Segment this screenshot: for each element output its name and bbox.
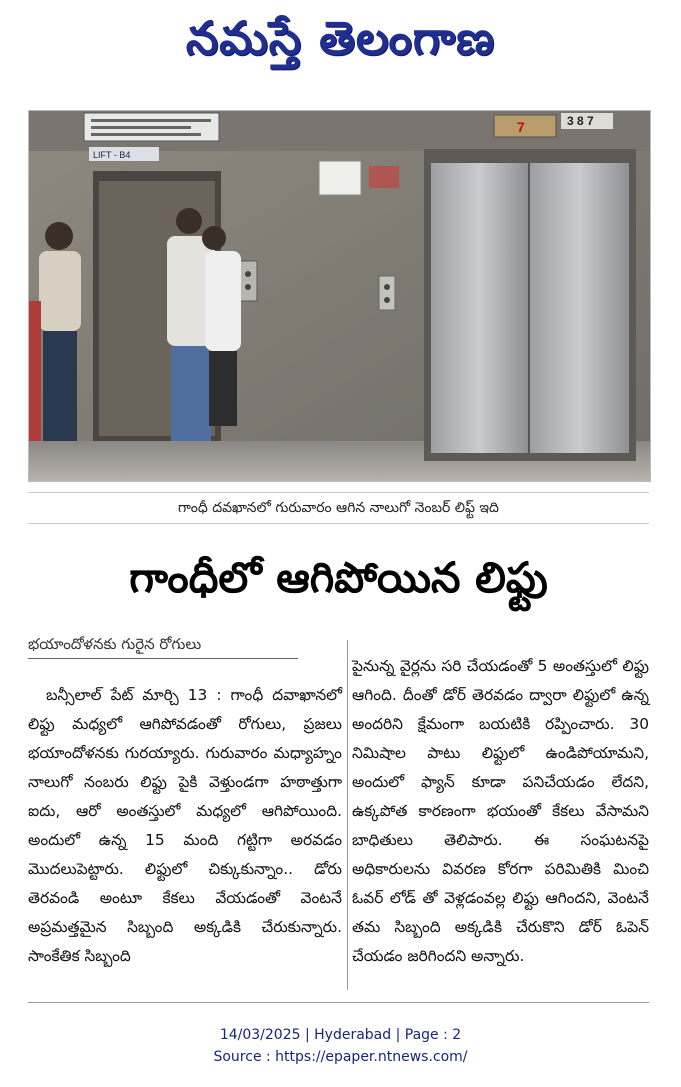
footer-date-location: 14/03/2025 | Hyderabad | Page : 2 <box>219 1027 462 1043</box>
article-column-right: పైనున్న వైర్లను సరి చేయడంతో 5 అంతస్తులో లిఫ్టు ఆగింది. దీంతో డోర్ తెరవడం ద్వారా లిఫ్టులో ఉన్న అందరిని క్షేమంగా బయటికి రప్పించారు. 30 నిమిషాల పాటు లిఫ్టులో ఉండిపోయామని, అందులో ఫ్యాన్ కూడా పనిచేయడం లేదని, ఉక్కపోత కారణంగా భయంతో కేకలు వేసామని బాధితులు తెలిపారు. ఈ సంఘటనపై అధికారులను వివరణ కోరగా పరిమితికి మించి ఓవర్ లోడ్ తో వెళ్లడంవల్ల లిఫ్టు ఆగిందని, వెంటనే తమ సిబ్బంది అక్కడికి చేరుకొని డోర్ ఓపెన్ చేయడం జరిగిందని అన్నారు. <box>352 657 649 965</box>
subheadline: భయాందోళనకు గురైన రోగులు <box>28 632 298 659</box>
caption-top-rule <box>28 492 649 493</box>
headline: గాంధీలో ఆగిపోయిన లిఫ్టు <box>129 553 548 602</box>
floor-indicator-text: 7 <box>517 119 525 135</box>
lift-photo <box>28 110 651 482</box>
article-column-left: బన్సీలాల్ పేట్ మార్చి 13 : గాంధీ దవాఖానలో లిఫ్టు మధ్యలో ఆగిపోవడంతో రోగులు, ప్రజలు భయాందోళనకు గురయ్యారు. గురువారం మధ్యాహ్నం నాలుగో నంబరు లిఫ్టు పైకి వెళ్తుండగా హఠాత్తుగా ఐదు, ఆరో అంతస్తులో మధ్యలో ఆగిపోయింది. అందులో ఉన్న 15 మంది గట్టిగా అరవడం మొదలుపెట్టారు. లిఫ్టులో చిక్కుకున్నాం.. డోరు తెరవండి అంటూ కేకలు వేయడంతో వెంటనే అప్రమత్తమైన సిబ్బంది అక్కడికి చేరుకున్నారు. సాంకేతిక సిబ్బంది <box>28 686 342 965</box>
column-divider <box>347 640 348 990</box>
footer-source-link[interactable]: Source : https://epaper.ntnews.com/ <box>213 1049 468 1065</box>
masthead-logo: నమస్తే తెలంగాణ <box>185 11 496 65</box>
caption-bottom-rule <box>28 523 649 524</box>
photo-caption: గాంధీ దవఖానలో గురువారం ఆగిన నాలుగో నెంబర్ లిఫ్ట్ ఇది <box>178 500 499 516</box>
lift-sign-text: LIFT - B4 <box>93 150 131 160</box>
panel-number-text: 3 8 7 <box>567 114 594 128</box>
article-bottom-rule <box>28 1002 649 1003</box>
